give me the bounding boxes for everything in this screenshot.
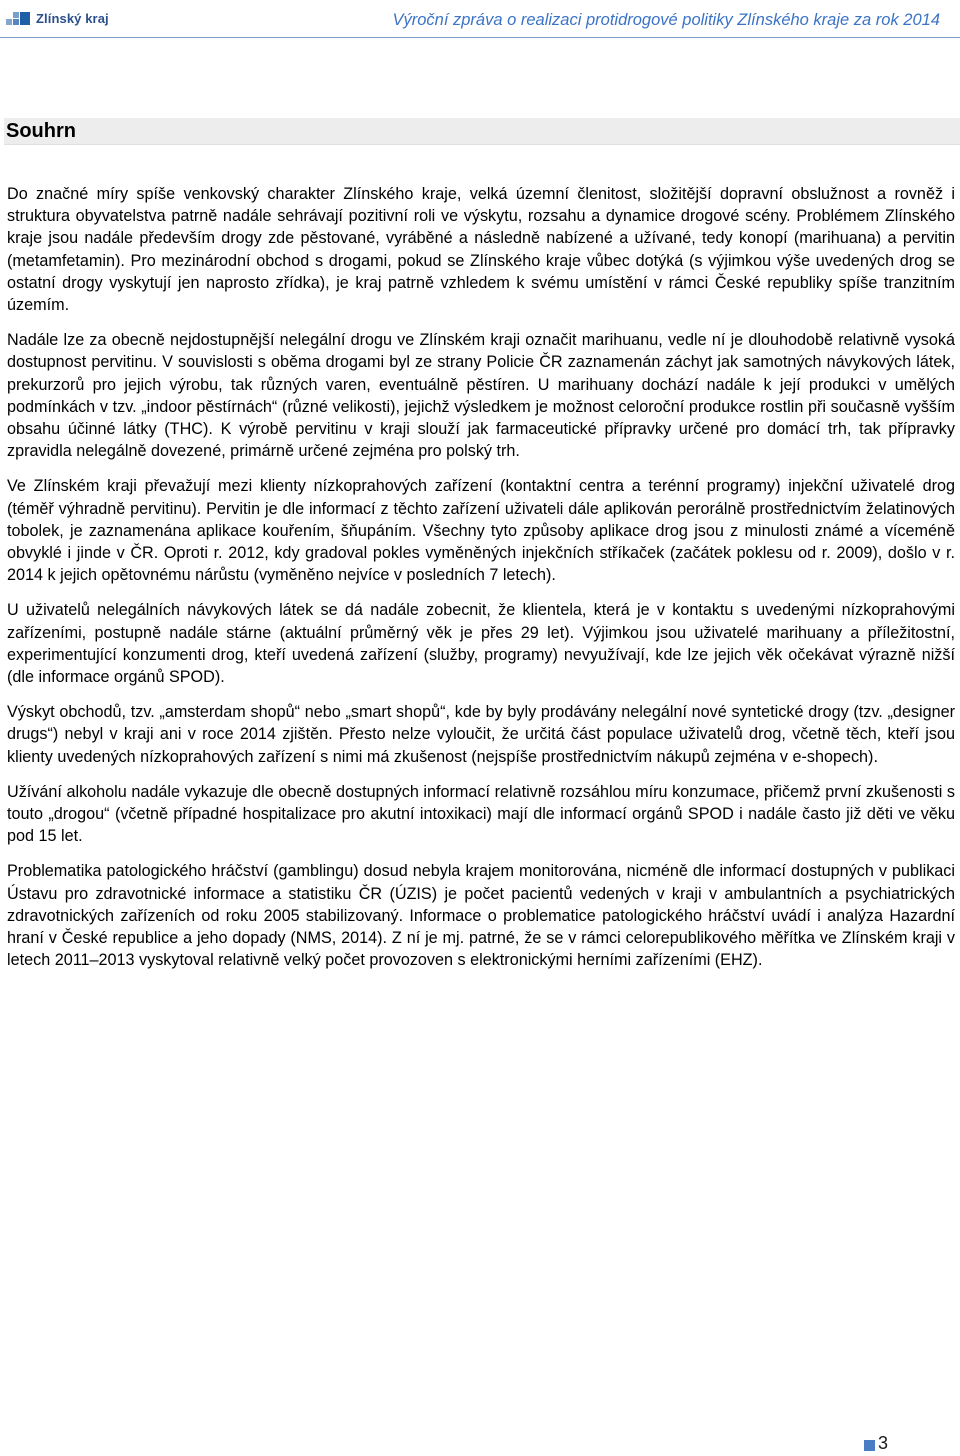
paragraph: Ve Zlínském kraji převažují mezi klienty nízkoprahových zařízení (kontaktní centra a terénní programy) injekční uživatelé drog (téměř výhradně pervitinu). Pervitin je dle informací z těchto zařízení uživateli dále aplikován perorálně prostřednictvím želatinových tobolek, je zaznamenána aplikace kouřením, šňupáním. Všechny tyto způsoby aplikace drog jsou z minulosti známé a víceméně obvyklé i jinde v ČR. Oproti r. 2012, kdy gradoval pokles vyměněných injekčních stříkaček (začátek poklesu od r. 2009), došlo v r. 2014 k jejich opětovnému nárůstu (vyměněno nejvíce v posledních 7 letech). [7,477,955,585]
header-divider [0,37,960,38]
paragraph: Výskyt obchodů, tzv. „amsterdam shopů“ nebo „smart shopů“, kde by byly prodávány nelegální nové syntetické drogy (tzv. „designer drugs“) nebyl v kraji ani v roce 2014 zjištěn. Přesto nelze vyloučit, že určitá část populace uživatelů drog, včetně těch, kteří jsou klienty uvedených nízkoprahových zařízení s nimi má zkušenost (nejspíše prostřednictvím nákupů zejména v e-shopech). [7,703,955,766]
logo-text: Zlínský kraj [36,10,109,26]
zlinsky-kraj-logo [6,8,109,28]
paragraph: Do značné míry spíše venkovský charakter Zlínského kraje, velká územní členitost, složitější dopravní obslužnost a rovněž i struktura obyvatelstva patrně nadále sehrávají pozitivní roli ve výskytu, rozsahu a dynamice drogové scény. Problémem Zlínského kraje jsou nadále především drogy zde pěstované, vyráběné a následně nabízené a užívané, tedy konopí (marihuana) a pervitin (metamfetamin). Pro mezinárodní obchod s drogami, pokud se Zlínského kraje vůbec dotýká (s výjimkou výše uvedených drog se ostatní drogy vyskytují jen naprosto zřídka), je kraj patrně vzhledem k svému umístění v rámci České republiky spíše tranzitním územím. [7,185,955,315]
page-header [0,0,960,40]
paragraph: Užívání alkoholu nadále vykazuje dle obecně dostupných informací relativně rozsáhlou míru konzumace, přičemž první zkušenosti s touto „drogou“ (včetně případné hospitalizace pro akutní intoxikaci) mají dle informací orgánů SPOD i nadále často již děti ve věku pod 15 let. [7,782,955,846]
document-title: Výroční zpráva o realizaci protidrogové politiky Zlínského kraje za rok 2014 [392,11,940,29]
section-heading-bar [4,118,960,145]
page-number: 3 [877,1433,888,1453]
summary-body [7,183,955,985]
footer-square-icon [864,1440,875,1451]
paragraph: Problematika patologického hráčství (gamblingu) dosud nebyla krajem monitorována, nicméně dle informací dostupných v publikaci Ústavu pro zdravotnické informace a statistiku ČR (ÚZIS) je počet pacientů vedených v kraji v ambulantních a psychiatrických zdravotnických zařízeních od roku 2005 stabilizovaný. Informace o problematice patologického hráčství uvádí i analýza Hazardní hraní v České republice a jeho dopady (NMS, 2014). Z ní je mj. patrné, že se v rámci celorepublikového měřítka ve Zlínském kraji v letech 2011–2013 vyskytoval relativně velký počet provozoven s elektronickými herními zařízeními (EHZ). [7,862,955,970]
section-title: Souhrn [6,120,76,142]
logo-squares-icon [6,8,32,28]
page-footer [864,1433,888,1454]
paragraph: Nadále lze za obecně nejdostupnější nelegální drogu ve Zlínském kraji označit marihuanu, vedle ní je dlouhodobě relativně vysoká dostupnost pervitinu. V souvislosti s oběma drogami byl ze strany Policie ČR zaznamenán záchyt jak samotných návykových látek, prekurzorů pro jejich výrobu, tak různých varen, eventuálně pěstíren. U marihuany dochází nadále k její produkci v umělých podmínkách v tzv. „indoor pěstírnách“ (různé velikosti), jejichž výsledkem je možnost celoroční produkce rostlin při současně vyšším obsahu účinné látky (THC). K výrobě pervitinu v kraji slouží jak farmaceutické přípravky určené pro domácí trh, tak přípravky zpravidla nelegálně dovezené, primárně určené zejména pro polský trh. [7,331,955,461]
paragraph: U uživatelů nelegálních návykových látek se dá nadále zobecnit, že klientela, která je v kontaktu s uvedenými nízkoprahovými zařízeními, postupně nadále stárne (aktuální průměrný věk je přes 29 let). Výjimkou jsou uživatelé marihuany a příležitostní, experimentující konzumenti drog, kteří uvedená zařízení (služby, programy) nevyužívají, kde lze jejich věk očekávat výrazně nižší (dle informace orgánů SPOD). [7,601,955,687]
